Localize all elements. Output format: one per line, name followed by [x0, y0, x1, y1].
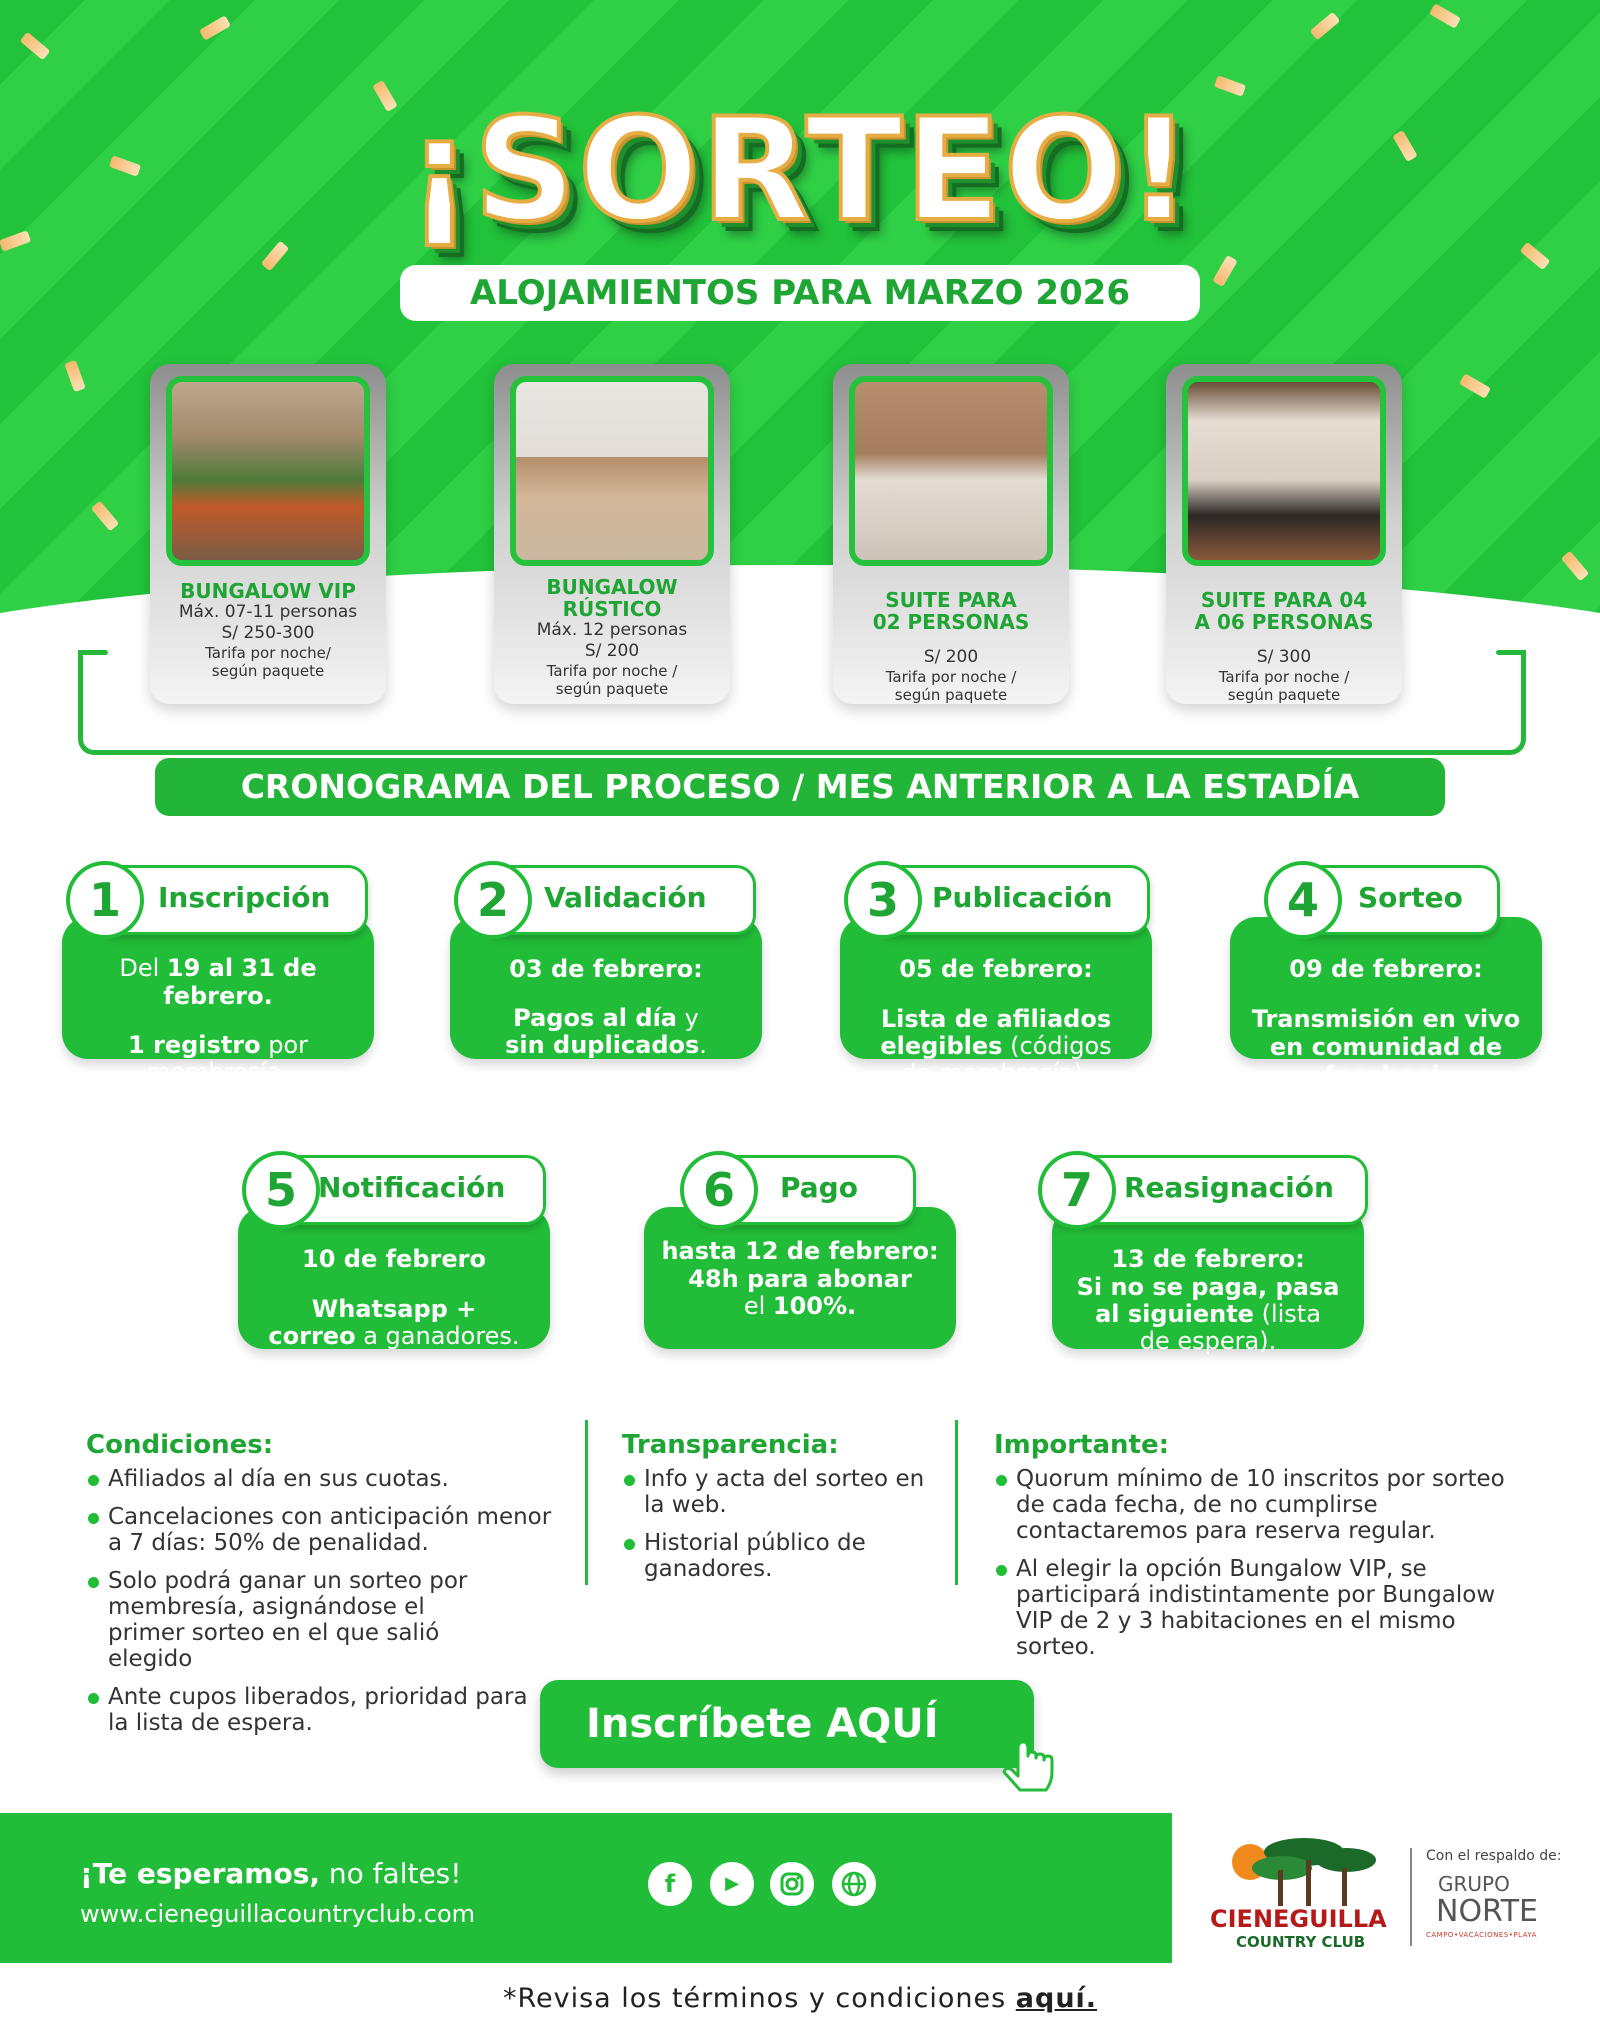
list-item: Quorum mínimo de 10 inscritos por sorteo de cada fecha, de no cumplirse contactaremos para reserva regular.: [994, 1466, 1524, 1544]
confetti: [1561, 551, 1589, 582]
confetti: [91, 501, 119, 532]
card-bungalow-rustico: [494, 364, 730, 704]
group-name: GRUPO: [1438, 1872, 1510, 1896]
confetti: [1212, 255, 1237, 287]
brand-name: CIENEGUILLA: [1210, 1905, 1387, 1933]
card-price: S/ 200: [584, 641, 640, 661]
terms-link[interactable]: aquí.: [1015, 1983, 1098, 2014]
step-label: Pago: [780, 1171, 858, 1204]
column-divider: [585, 1420, 588, 1585]
card-rate-note: Tarifa por noche /: [1218, 668, 1350, 686]
suite-2-photo: [849, 376, 1053, 566]
important-list: [994, 1466, 1524, 1672]
cieneguilla-logo-icon: [1226, 1830, 1386, 1908]
step-box: hasta 12 de febrero: 48h para abonar el 100%.: [644, 1207, 956, 1349]
youtube-icon[interactable]: ▶: [710, 1862, 754, 1906]
step-box: 13 de febrero: Si no se paga, pasa al siguiente (lista de espera).: [1052, 1207, 1364, 1349]
step-box: Del 19 al 31 de febrero. 1 registro por membresía.: [62, 917, 374, 1059]
step-number: 2: [454, 861, 532, 939]
card-suite-4-6: [1166, 364, 1402, 704]
step-label: Inscripción: [158, 881, 331, 914]
conditions-title: Condiciones:: [86, 1430, 274, 1460]
step-box: 05 de febrero: Lista de afiliados elegibles (códigos de membresía).: [840, 917, 1152, 1059]
page-subtitle: ALOJAMIENTOS PARA MARZO 2026: [400, 265, 1200, 321]
step-label: Publicación: [932, 881, 1113, 914]
group-subtitle: CAMPO•VACACIONES•PLAYA: [1426, 1931, 1537, 1939]
card-rate-note: según paquete: [1227, 686, 1341, 704]
card-capacity: Máx. 07-11 personas: [178, 602, 358, 622]
card-name: SUITE PARA 04: [1200, 588, 1368, 612]
confetti: [20, 32, 51, 60]
list-item: Ante cupos liberados, prioridad para la lista de espera.: [86, 1684, 566, 1736]
card-name: 02 PERSONAS: [872, 610, 1030, 634]
step-box: 03 de febrero: Pagos al día y sin duplicados.: [450, 917, 762, 1059]
instagram-icon[interactable]: [770, 1862, 814, 1906]
list-item: Info y acta del sorteo en la web.: [622, 1466, 932, 1518]
pointer-hand-icon: [990, 1718, 1070, 1798]
step-box: 09 de febrero: Transmisión en vivo en comunidad de facebook: [1230, 917, 1542, 1059]
step-label: Notificación: [318, 1171, 506, 1204]
list-item: Al elegir la opción Bungalow VIP, se participará indistintamente por Bungalow VIP de 2 y 3 habitaciones en el mismo sorteo.: [994, 1556, 1524, 1660]
list-item: Historial público de ganadores.: [622, 1530, 932, 1582]
step-label: Sorteo: [1358, 881, 1463, 914]
step-number: 7: [1038, 1151, 1116, 1229]
card-rate-note: Tarifa por noche /: [546, 662, 678, 680]
card-suite-2: [833, 364, 1069, 704]
card-price: S/ 250-300: [221, 623, 315, 643]
important-title: Importante:: [994, 1430, 1170, 1460]
step-label: Reasignación: [1124, 1171, 1334, 1204]
step-number: 5: [242, 1151, 320, 1229]
footer-slogan: ¡Te esperamos, no faltes!: [80, 1857, 462, 1890]
card-rate-note: según paquete: [211, 662, 325, 680]
transparency-title: Transparencia:: [622, 1430, 839, 1460]
card-rate-note: según paquete: [894, 686, 1008, 704]
column-divider: [955, 1420, 958, 1585]
card-rate-note: Tarifa por noche /: [885, 668, 1017, 686]
register-button[interactable]: Inscríbete AQUÍ: [540, 1680, 1034, 1768]
list-item: Afiliados al día en sus cuotas.: [86, 1466, 566, 1492]
card-rate-note: Tarifa por noche/: [205, 644, 331, 662]
bungalow-rustico-photo: [510, 376, 714, 566]
confetti: [1459, 373, 1491, 398]
card-name: RÚSTICO: [562, 597, 662, 621]
confetti: [199, 15, 231, 40]
step-label: Validación: [544, 881, 707, 914]
step-number: 1: [66, 861, 144, 939]
card-price: S/ 200: [923, 647, 979, 667]
transparency-list: [622, 1466, 932, 1594]
step-number: 3: [844, 861, 922, 939]
card-name: A 06 PERSONAS: [1194, 610, 1374, 634]
step-number: 6: [680, 1151, 758, 1229]
card-name: BUNGALOW: [546, 575, 678, 599]
card-name: BUNGALOW VIP: [180, 579, 356, 603]
card-capacity: Máx. 12 personas: [536, 620, 688, 640]
card-price: S/ 300: [1256, 647, 1312, 667]
backing-label: Con el respaldo de:: [1426, 1848, 1562, 1864]
card-name: SUITE PARA: [885, 588, 1017, 612]
brand-divider: [1410, 1848, 1412, 1946]
footer-website-link[interactable]: www.cieneguillacountryclub.com: [80, 1900, 476, 1928]
globe-icon[interactable]: [832, 1862, 876, 1906]
bungalow-vip-photo: [166, 376, 370, 566]
group-name-2: NORTE: [1436, 1894, 1538, 1929]
facebook-icon[interactable]: f: [648, 1862, 692, 1906]
list-item: Cancelaciones con anticipación menor a 7 días: 50% de penalidad.: [86, 1504, 566, 1556]
conditions-list: [86, 1466, 566, 1748]
terms-note: *Revisa los términos y condiciones aquí.: [502, 1983, 1098, 2014]
card-bungalow-vip: [150, 364, 386, 704]
confetti: [1429, 3, 1461, 28]
page-title: ¡SORTEO!: [406, 88, 1194, 253]
brand-subtitle: COUNTRY CLUB: [1236, 1933, 1366, 1951]
bracket-cap: [78, 650, 108, 655]
suite-4-6-photo: [1182, 376, 1386, 566]
list-item: Solo podrá ganar un sorteo por membresía, asignándose el primer sorteo en el que salió elegido: [86, 1568, 566, 1672]
step-number: 4: [1264, 861, 1342, 939]
card-rate-note: según paquete: [555, 680, 669, 698]
confetti: [64, 360, 86, 392]
step-box: 10 de febrero Whatsapp + correo a ganadores.: [238, 1207, 550, 1349]
confetti: [1310, 12, 1341, 40]
schedule-title: CRONOGRAMA DEL PROCESO / MES ANTERIOR A LA ESTADÍA: [155, 758, 1445, 816]
bracket-cap: [1496, 650, 1526, 655]
